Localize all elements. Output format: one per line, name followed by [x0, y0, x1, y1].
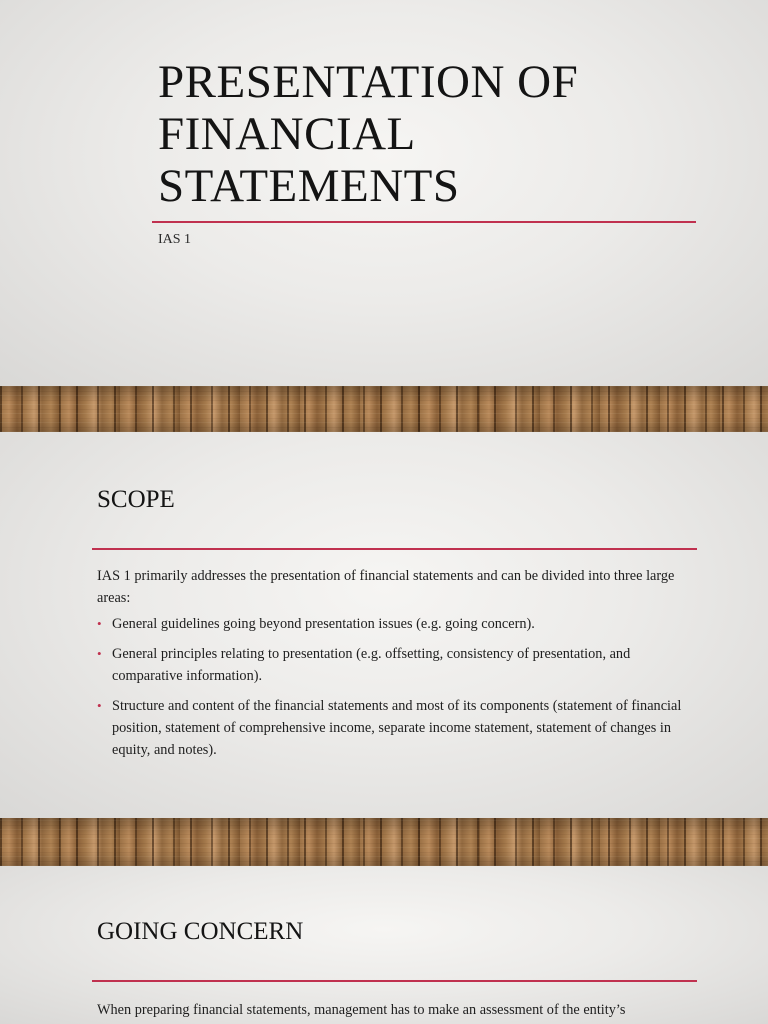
- bullet-icon: •: [97, 616, 102, 631]
- slide-body: [97, 565, 692, 769]
- slide-subtitle: IAS 1: [158, 232, 192, 247]
- going-concern-slide: [0, 866, 768, 1024]
- bullet-icon: •: [97, 646, 102, 661]
- heading-divider: [92, 548, 697, 550]
- slide-heading: GOING CONCERN: [97, 918, 304, 945]
- slide-body: [97, 999, 692, 1024]
- bullet-text: General principles relating to presentation (e.g. offsetting, consistency of presentation, and comparative information).: [112, 646, 631, 684]
- wood-floor-strip: [0, 386, 768, 432]
- bullet-icon: •: [97, 698, 102, 713]
- bullet-item: [97, 613, 692, 635]
- intro-paragraph: IAS 1 primarily addresses the presentation of financial statements and can be divided into three large areas:: [97, 568, 675, 606]
- wood-floor-strip: [0, 818, 768, 866]
- bullet-text: General guidelines going beyond presentation issues (e.g. going concern).: [112, 616, 535, 632]
- title-divider: [152, 221, 696, 223]
- heading-divider: [92, 980, 697, 982]
- body-paragraph: When preparing financial statements, management has to make an assessment of the entity’s: [97, 1002, 626, 1018]
- slide-heading: SCOPE: [97, 486, 175, 513]
- bullet-text: Structure and content of the financial statements and most of its components (statement of financial position, statement of comprehensive income, separate income statement, statement of changes in equity, and notes).: [112, 698, 682, 758]
- bullet-item: [97, 695, 692, 761]
- scope-slide: [0, 432, 768, 818]
- bullet-item: [97, 643, 692, 687]
- title-slide: [0, 0, 768, 386]
- slide-title: PRESENTATION OF FINANCIAL STATEMENTS: [158, 56, 579, 212]
- bullet-list: [97, 613, 692, 761]
